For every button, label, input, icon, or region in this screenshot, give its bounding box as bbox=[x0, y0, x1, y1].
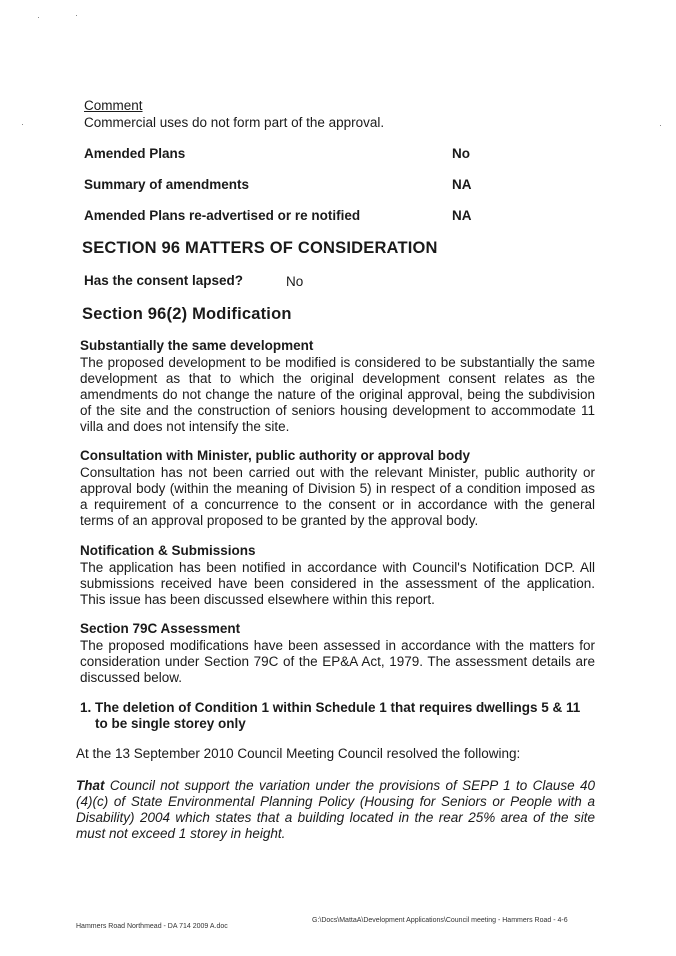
footer-filename: Hammers Road Northmead - DA 714 2009 A.doc bbox=[76, 923, 228, 930]
body-line: approval body (within the meaning of Division 5) in respect of a condition imposed as bbox=[80, 481, 595, 496]
scan-speck bbox=[22, 124, 23, 125]
body-line: Consultation has not been carried out with the relevant Minister, public authority or bbox=[80, 465, 595, 480]
section79c-body bbox=[80, 638, 595, 686]
body-line: terms of an approval proposed to be granted by the approval body. bbox=[80, 513, 479, 528]
item1-line1: The deletion of Condition 1 within Schedule 1 that requires dwellings 5 & 11 bbox=[95, 700, 581, 715]
resolution-line: must not exceed 1 storey in height. bbox=[76, 826, 286, 841]
resolution-line: (4)(c) of State Environmental Planning Policy (Housing for Seniors or People with a bbox=[76, 794, 595, 809]
body-line: villa and does not intensify the site. bbox=[80, 419, 290, 434]
body-line: The proposed modifications have been assessed in accordance with the matters for bbox=[80, 638, 595, 653]
comment-text: Commercial uses do not form part of the approval. bbox=[84, 115, 385, 130]
summary-amendments-label: Summary of amendments bbox=[84, 177, 250, 192]
body-line: amendments do not change the nature of the original approval, being the subdivision bbox=[80, 387, 595, 402]
consent-lapsed-label: Has the consent lapsed? bbox=[84, 273, 244, 288]
modification-heading: Section 96(2) Modification bbox=[82, 305, 292, 323]
scan-speck bbox=[38, 17, 39, 18]
readvertised-value: NA bbox=[452, 208, 472, 223]
meeting-text: At the 13 September 2010 Council Meeting Council resolved the following: bbox=[76, 746, 521, 761]
body-line: This issue has been discussed elsewhere within this report. bbox=[80, 592, 435, 607]
body-line: consideration under Section 79C of the EP&A Act, 1979. The assessment details are bbox=[80, 654, 595, 669]
consent-lapsed-value: No bbox=[286, 274, 304, 289]
consultation-heading: Consultation with Minister, public authority or approval body bbox=[80, 448, 471, 463]
readvertised-label: Amended Plans re-advertised or re notified bbox=[84, 208, 361, 223]
body-line: The proposed development to be modified is considered to be substantially the same bbox=[80, 355, 595, 370]
amended-plans-value: No bbox=[452, 146, 470, 161]
body-line: submissions received have been considered in the assessment of the application. bbox=[80, 576, 595, 591]
body-line: a requirement of a concurrence to the consent or in accordance with the general bbox=[80, 497, 595, 512]
section96-heading: SECTION 96 MATTERS OF CONSIDERATION bbox=[82, 239, 438, 257]
summary-amendments-value: NA bbox=[452, 177, 472, 192]
section79c-heading: Section 79C Assessment bbox=[80, 621, 241, 636]
consultation-body bbox=[80, 465, 595, 529]
comment-label: Comment bbox=[84, 98, 143, 113]
notification-heading: Notification & Submissions bbox=[80, 543, 256, 558]
resolution-line: Disability) 2004 which states that a building located in the rear 25% area of the site bbox=[76, 810, 595, 825]
body-line: The application has been notified in accordance with Council's Notification DCP. All bbox=[80, 560, 595, 575]
resolution-line bbox=[76, 778, 595, 794]
body-line: development as that to which the original development consent relates as the bbox=[80, 371, 595, 386]
resolution-line1: Council not support the variation under the provisions of SEPP 1 to Clause 40 bbox=[104, 778, 595, 793]
body-line: of the site and the construction of seniors housing development to accommodate 11 bbox=[80, 403, 595, 418]
resolution-lead: That bbox=[76, 778, 105, 793]
amended-plans-label: Amended Plans bbox=[84, 146, 186, 161]
scan-speck bbox=[660, 125, 661, 126]
footer-path: G:\Docs\MattaA\Development Applications\Council meeting - Hammers Road - 4-6 bbox=[312, 917, 568, 924]
item1-number: 1. bbox=[80, 700, 92, 715]
body-line: discussed below. bbox=[80, 670, 183, 685]
notification-body bbox=[80, 560, 595, 608]
item1-line2: to be single storey only bbox=[95, 716, 246, 731]
resolution-quote bbox=[76, 778, 595, 842]
substantially-heading: Substantially the same development bbox=[80, 338, 314, 353]
substantially-body bbox=[80, 355, 595, 435]
scan-speck bbox=[76, 15, 77, 16]
